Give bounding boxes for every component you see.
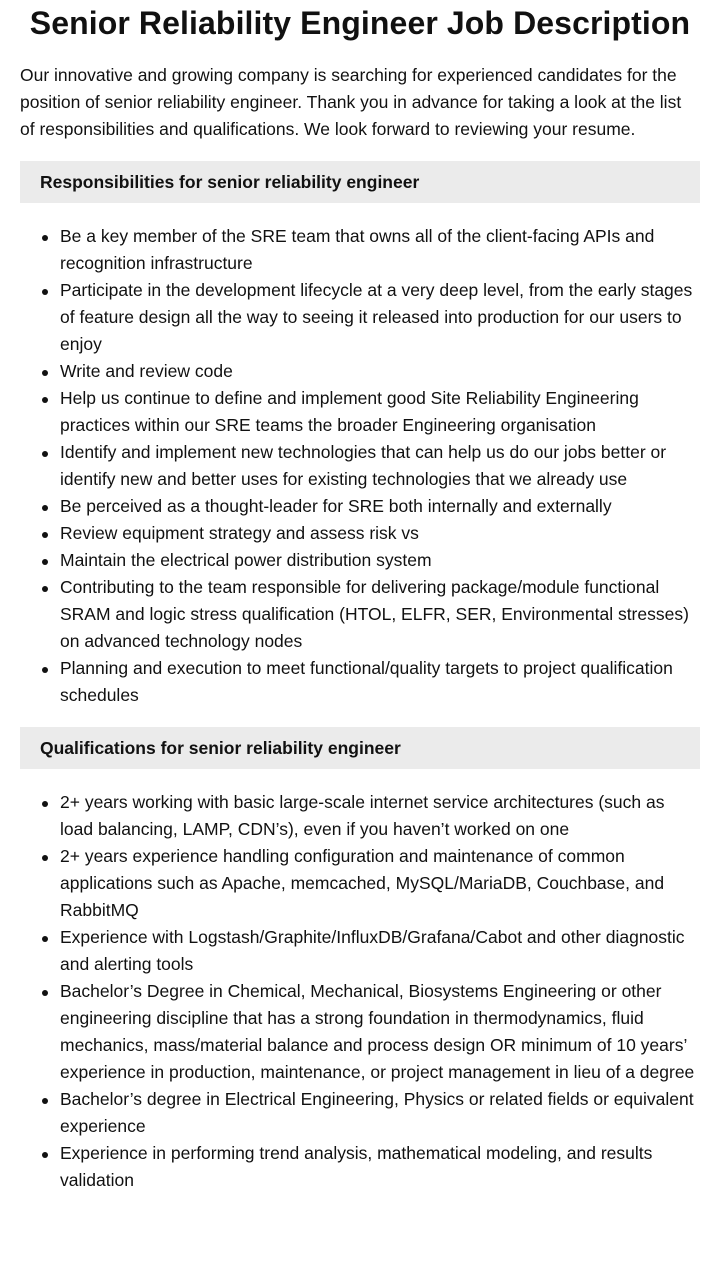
qualifications-list <box>20 789 700 1194</box>
responsibility-item: Participate in the development lifecycle at a very deep level, from the early stages of feature design all the way to seeing it released into production for our users to enjoy <box>20 277 700 358</box>
intro-paragraph: Our innovative and growing company is searching for experienced candidates for the position of senior reliability engineer. Thank you in advance for taking a look at the list of responsibilities and qualifications. We look forward to reviewing your resume. <box>20 65 682 139</box>
responsibility-item: Write and review code <box>20 358 700 385</box>
responsibility-item: Review equipment strategy and assess risk vs <box>20 520 700 547</box>
qualification-item: 2+ years working with basic large-scale internet service architectures (such as load balancing, LAMP, CDN’s), even if you haven’t worked on one <box>20 789 700 843</box>
responsibility-item: Be perceived as a thought-leader for SRE both internally and externally <box>20 493 700 520</box>
responsibility-item: Planning and execution to meet functional/quality targets to project qualification schedules <box>20 655 700 709</box>
responsibility-item: Help us continue to define and implement good Site Reliability Engineering practices within our SRE teams the broader Engineering organisation <box>20 385 700 439</box>
responsibility-item: Identify and implement new technologies that can help us do our jobs better or identify new and better uses for existing technologies that we already use <box>20 439 700 493</box>
page-title: Senior Reliability Engineer Job Description <box>29 5 691 41</box>
qualification-item: Experience with Logstash/Graphite/InfluxDB/Grafana/Cabot and other diagnostic and alerting tools <box>20 924 700 978</box>
qualification-item: 2+ years experience handling configuration and maintenance of common applications such as Apache, memcached, MySQL/MariaDB, Couchbase, and RabbitMQ <box>20 843 700 924</box>
responsibility-item: Contributing to the team responsible for delivering package/module functional SRAM and logic stress qualification (HTOL, ELFR, SER, Environmental stresses) on advanced technology nodes <box>20 574 700 655</box>
responsibilities-list <box>20 223 700 709</box>
responsibility-item: Be a key member of the SRE team that owns all of the client-facing APIs and recognition infrastructure <box>20 223 700 277</box>
qualification-item: Experience in performing trend analysis, mathematical modeling, and results validation <box>20 1140 700 1194</box>
qualification-item: Bachelor’s Degree in Chemical, Mechanical, Biosystems Engineering or other engineering discipline that has a strong foundation in thermodynamics, fluid mechanics, mass/material balance and process design OR minimum of 10 years’ experience in production, maintenance, or project management in lieu of a degree <box>20 978 700 1086</box>
responsibility-item: Maintain the electrical power distribution system <box>20 547 700 574</box>
qualifications-heading: Qualifications for senior reliability engineer <box>20 727 700 769</box>
responsibilities-heading: Responsibilities for senior reliability engineer <box>20 161 700 203</box>
qualification-item: Bachelor’s degree in Electrical Engineering, Physics or related fields or equivalent experience <box>20 1086 700 1140</box>
